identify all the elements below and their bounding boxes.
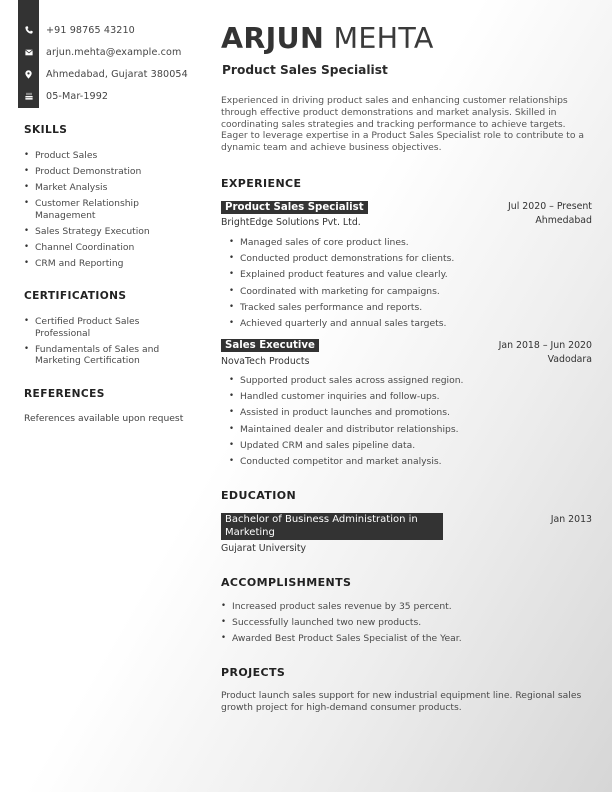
job-meta-2 [499, 339, 592, 367]
certification-item: • Fundamentals of Sales and Marketing Certification [24, 344, 184, 367]
job-dates-1: Jul 2020 – Present [508, 201, 592, 212]
degree-title: Bachelor of Business Administration in Marketing [221, 513, 443, 540]
contact-address [18, 63, 188, 85]
last-name: MEHTA [333, 22, 434, 55]
job-bullets-1 [229, 237, 579, 334]
job-bullet: • Conducted product demonstrations for clients. [229, 253, 579, 265]
job-bullet: • Assisted in product launches and promotions. [229, 407, 579, 419]
job-bullet: • Handled customer inquiries and follow-ups. [229, 391, 579, 403]
contact-dob [18, 85, 108, 107]
references-text: References available upon request [24, 413, 184, 424]
references-heading: REFERENCES [24, 388, 105, 400]
job-headline: Product Sales Specialist [222, 63, 388, 77]
job-bullet: • Maintained dealer and distributor relationships. [229, 424, 579, 436]
skill-item: • Channel Coordination [24, 242, 204, 254]
job-bullets-2 [229, 375, 579, 472]
skill-item: • Sales Strategy Execution [24, 226, 204, 238]
skill-item: • Product Demonstration [24, 166, 204, 178]
job-location-2: Vadodara [547, 354, 592, 365]
job-bullet: • Coordinated with marketing for campaigns. [229, 286, 579, 298]
phone-icon [18, 26, 39, 34]
dob-text: 05-Mar-1992 [46, 90, 109, 102]
job-dates-2: Jan 2018 – Jun 2020 [498, 340, 592, 351]
job-location-1: Ahmedabad [535, 215, 592, 226]
certifications-heading: CERTIFICATIONS [24, 290, 127, 302]
cake-icon [18, 92, 39, 100]
accomplishments-list [221, 601, 571, 650]
job-bullet: • Updated CRM and sales pipeline data. [229, 440, 579, 452]
projects-heading: PROJECTS [221, 666, 286, 679]
accomplishment-item: • Increased product sales revenue by 35 percent. [221, 601, 571, 613]
email-text[interactable]: arjun.mehta@example.com [46, 46, 182, 58]
job-bullet: • Tracked sales performance and reports. [229, 302, 579, 314]
job-title-1: Product Sales Specialist [221, 201, 368, 214]
certifications-list [24, 316, 184, 371]
skill-item: • Product Sales [24, 150, 204, 162]
job-bullet: • Achieved quarterly and annual sales targets. [229, 318, 579, 330]
first-name: ARJUN [221, 22, 325, 55]
job-bullet: • Explained product features and value clearly. [229, 269, 579, 281]
skill-item: • Market Analysis [24, 182, 204, 194]
accomplishments-heading: ACCOMPLISHMENTS [221, 576, 352, 589]
skills-heading: SKILLS [24, 124, 68, 136]
skills-list [24, 150, 204, 274]
accomplishment-item: • Successfully launched two new products. [221, 617, 571, 629]
summary-text: Experienced in driving product sales and enhancing customer relationships through effective product demonstrations and market analysis. Skilled in coordinating sales strategies and tracking performance to achieve targets. Eager to leverage expertise in a Product Sales Specialist role to contribute to a dynamic team and achieve business objectives. [221, 95, 585, 154]
education-heading: EDUCATION [221, 489, 297, 502]
job-meta-1 [508, 200, 592, 228]
skill-item: • Customer Relationship Management [24, 198, 164, 221]
company-2: NovaTech Products [221, 356, 310, 367]
experience-heading: EXPERIENCE [221, 177, 302, 190]
address-text: Ahmedabad, Gujarat 380054 [46, 68, 188, 80]
phone-text: +91 98765 43210 [46, 24, 135, 36]
job-bullet: • Conducted competitor and market analysis. [229, 456, 579, 468]
accomplishment-item: • Awarded Best Product Sales Specialist of the Year. [221, 633, 571, 645]
envelope-icon [18, 49, 39, 56]
job-bullet: • Supported product sales across assigned region. [229, 375, 579, 387]
education-date: Jan 2013 [550, 514, 592, 525]
contact-phone [18, 19, 135, 41]
projects-text: Product launch sales support for new industrial equipment line. Regional sales growth project for high-demand consumer products. [221, 690, 582, 713]
company-1: BrightEdge Solutions Pvt. Ltd. [221, 217, 361, 228]
skill-item: • CRM and Reporting [24, 258, 204, 270]
contact-email[interactable] [18, 41, 181, 63]
map-pin-icon [18, 70, 39, 79]
school-name: Gujarat University [221, 543, 307, 554]
candidate-name [221, 22, 434, 55]
job-bullet: • Managed sales of core product lines. [229, 237, 579, 249]
certification-item: • Certified Product Sales Professional [24, 316, 184, 339]
job-title-2: Sales Executive [221, 339, 319, 352]
